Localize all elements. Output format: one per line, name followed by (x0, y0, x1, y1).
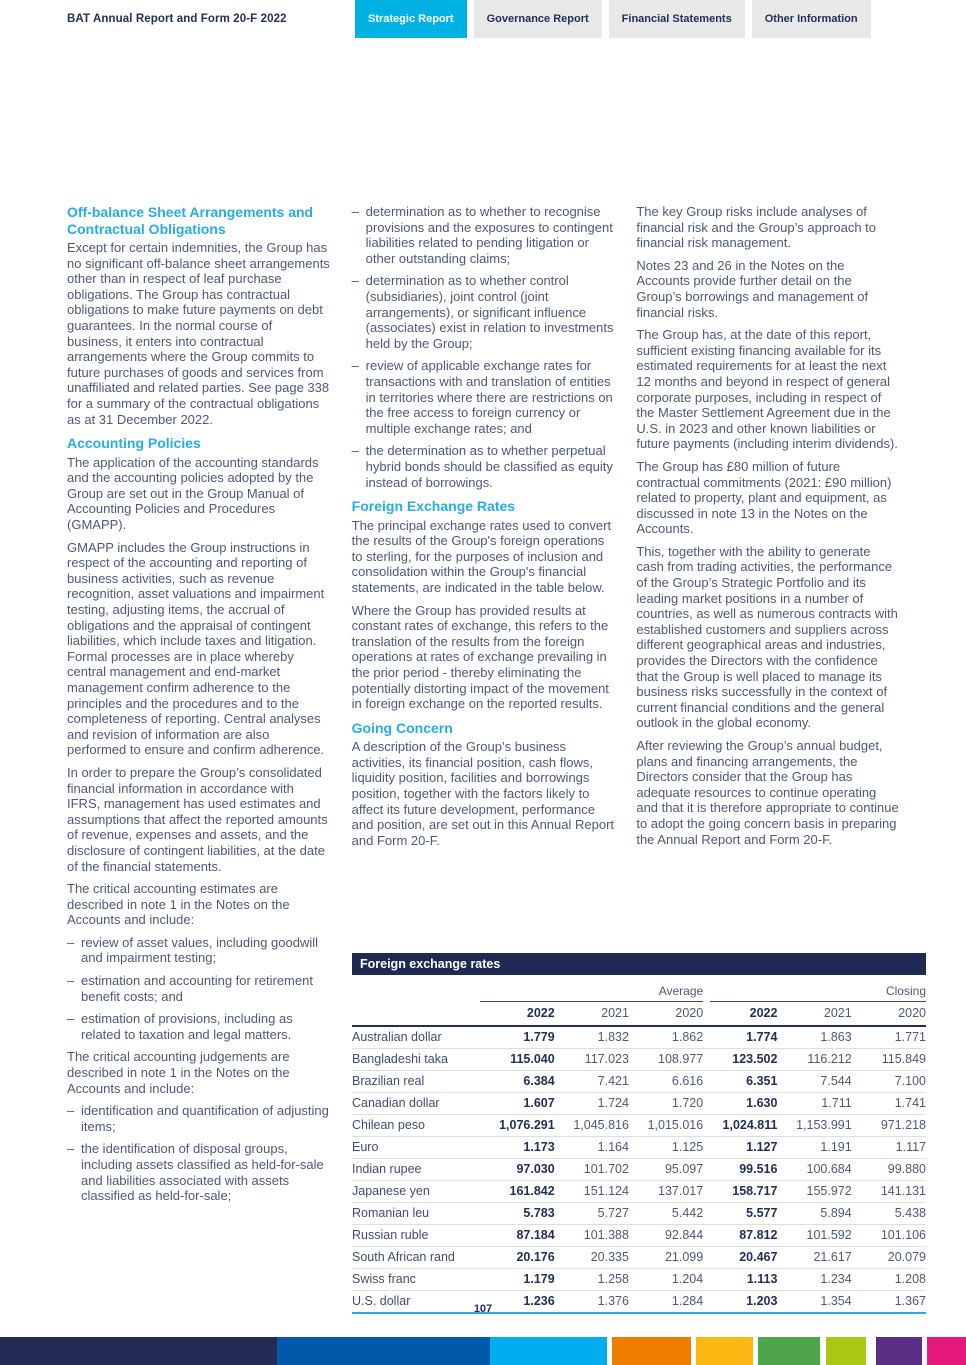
tab-other-information[interactable]: Other Information (752, 0, 871, 38)
rate-value: 1.208 (852, 1269, 926, 1291)
rate-value: 971.218 (852, 1115, 926, 1137)
rate-value: 5.577 (703, 1203, 777, 1225)
rate-value: 1.354 (777, 1291, 851, 1314)
bullet-text: estimation of provisions, including as related to taxation and legal matters. (81, 1011, 293, 1042)
year-header: 2021 (555, 1002, 629, 1026)
fx-empty-header (352, 1002, 480, 1026)
rate-value: 5.727 (555, 1203, 629, 1225)
bullet-item (67, 1011, 331, 1042)
rate-value: 100.684 (777, 1159, 851, 1181)
rate-value: 7.544 (777, 1071, 851, 1093)
rate-value: 1.774 (746, 1030, 778, 1044)
rate-value: 20.079 (852, 1247, 926, 1269)
paragraph: GMAPP includes the Group instructions in respect of the accounting and reporting of business activities, such as revenue recognition, asset valuations and impairment testing, adjusting items, the accrual of obligations and the appraisal of contingent liabilities, which include taxes and litigation. Formal processes are in place whereby central management and end-market management confirm adherence to the principles and the procedures and to the completeness of reporting. Central analyses and revision of information are also performed to ensure and confirm adherence. (67, 539, 325, 758)
fx-row (352, 1026, 926, 1049)
color-bar-segment (927, 1337, 966, 1365)
rate-value: 20.176 (480, 1247, 554, 1269)
rate-value: 1.771 (894, 1030, 926, 1044)
rate-value: 6.384 (480, 1071, 554, 1093)
tab-governance-report[interactable]: Governance Report (474, 0, 602, 38)
rate-value: 1.779 (523, 1030, 555, 1044)
bullet-item (67, 973, 331, 1004)
rate-value: 99.880 (852, 1159, 926, 1181)
currency-name: Romanian leu (352, 1203, 480, 1225)
bullet-dash: – (351, 204, 359, 219)
currency-name: Bangladeshi taka (352, 1049, 480, 1071)
rate-value: 1.376 (555, 1291, 629, 1314)
rate-value: 1.284 (629, 1291, 703, 1314)
paragraph: The key Group risks include analyses of financial risk and the Group’s approach to financial risk management. (636, 204, 877, 251)
paragraph: The Group has, at the date of this report, sufficient existing financing available for its estimated requirements for at least the next 12 months and beyond in respect of general corporate purposes, including in respect of the Master Settlement Agreement due in the U.S. in 2023 and other known liabilities or future payments (including interim dividends). (636, 327, 898, 452)
paragraph: Except for certain indemnities, the Group has no significant off-balance sheet arrangements other than in respect of leaf purchase obligations. The Group has contractual obligations to make future payments on debt guarantees. In the normal course of business, it enters into contractual arrangements where the Group commits to future purchases of goods and services from unaffiliated and related parties. See page 338 for a summary of the contractual obligations as at 31 December 2022. (67, 240, 330, 427)
paragraph: This, together with the ability to generate cash from trading activities, the performance of the Group’s Strategic Portfolio and its leading market positions in a number of countries, as well as numerous contracts with established customers and suppliers across different geographical areas and industries, provides the Directors with the confidence that the Group is well placed to manage its business risks successfully in the context of current financial conditions and the general outlook in the global economy. (636, 543, 898, 731)
rate-value: 1.125 (629, 1137, 703, 1159)
currency-name: Canadian dollar (352, 1093, 480, 1115)
group-header-closing: Closing (710, 984, 926, 1002)
fx-rates-table (352, 984, 926, 1314)
rate-value: 1.191 (777, 1137, 851, 1159)
rate-value: 95.097 (629, 1159, 703, 1181)
year-header: 2022 (703, 1002, 777, 1026)
section-heading: Accounting Policies (67, 435, 201, 452)
rate-value: 158.717 (703, 1181, 777, 1203)
currency-name: Brazilian real (352, 1071, 480, 1093)
rate-value: 101.592 (777, 1225, 851, 1247)
group-header-average: Average (480, 984, 703, 1002)
bullet-dash: – (351, 273, 359, 289)
rate-value: 20.335 (555, 1247, 629, 1269)
fx-row (352, 1159, 926, 1181)
paragraph: A description of the Group’s business activities, its financial position, cash flows, liquidity position, facilities and borrowings position, together with the factors likely to affect its future development, performance and position, are set out in this Annual Report and Form 20-F. (351, 739, 615, 848)
fx-rates-section (352, 953, 926, 1314)
bullet-text: the determination as to whether perpetual hybrid bonds should be classified as equity instead of borrowings. (365, 443, 613, 490)
fx-row (352, 1225, 926, 1247)
bullet-dash: – (67, 934, 75, 950)
tab-strategic-report[interactable]: Strategic Report (355, 0, 467, 38)
currency-name: South African rand (352, 1247, 480, 1269)
bullet-item (352, 204, 616, 266)
color-bar-segment (696, 1337, 753, 1365)
paragraph: The principal exchange rates used to convert the results of the Group's foreign operations to sterling, for the purposes of inclusion and consolidation within the Group's financial statements, are indicated in the table below. (351, 517, 612, 595)
color-bar-segment (826, 1337, 866, 1365)
fx-row (352, 1137, 926, 1159)
rate-value: 161.842 (480, 1181, 554, 1203)
year-header: 2020 (629, 1002, 703, 1026)
rate-value: 6.616 (629, 1071, 703, 1093)
fx-row (352, 1247, 926, 1269)
rate-value: 5.783 (480, 1203, 554, 1225)
rate-value: 1.164 (555, 1137, 629, 1159)
fx-table-title: Foreign exchange rates (352, 953, 926, 975)
paragraph: The critical accounting judgements are described in note 1 in the Notes on the Accounts and include: (67, 1049, 290, 1096)
fx-group-header-row (352, 984, 926, 1002)
rate-value: 92.844 (629, 1225, 703, 1247)
rate-value: 5.438 (852, 1203, 926, 1225)
page-number: 107 (473, 1303, 493, 1315)
color-bar-segment (876, 1337, 922, 1365)
bullet-dash: – (351, 443, 359, 459)
rate-value: 1.117 (852, 1137, 926, 1159)
rate-value: 1.607 (480, 1093, 554, 1115)
rate-value: 21.617 (777, 1247, 851, 1269)
rate-value: 1.173 (480, 1137, 554, 1159)
rate-value: 101.388 (555, 1225, 629, 1247)
paragraph: The Group has £80 million of future contractual commitments (2021: £90 million) related to property, plant and equipment, as discussed in note 13 in the Notes on the Accounts. (636, 458, 892, 537)
bullet-text: determination as to whether control (subsidiaries), joint control (joint arrangements), or significant influence (associates) exist in relation to investments held by the Group; (365, 273, 614, 351)
currency-name: Chilean peso (352, 1115, 480, 1137)
rate-value: 5.894 (777, 1203, 851, 1225)
rate-value: 99.516 (703, 1159, 777, 1181)
rate-value: 1.741 (852, 1093, 926, 1115)
rate-value: 115.040 (480, 1049, 554, 1071)
fx-row (352, 1093, 926, 1115)
rate-value: 115.849 (852, 1049, 926, 1071)
rate-value: 1.258 (555, 1269, 629, 1291)
section-heading: Going Concern (351, 719, 453, 736)
color-bar-segment (0, 1337, 277, 1365)
rate-value: 1.204 (629, 1269, 703, 1291)
fx-row (352, 1203, 926, 1225)
bullet-item (67, 935, 331, 966)
rate-value: 101.106 (852, 1225, 926, 1247)
rate-value: 116.212 (777, 1049, 851, 1071)
currency-name: Russian ruble (352, 1225, 480, 1247)
paragraph: After reviewing the Group’s annual budget, plans and financing arrangements, the Directors consider that the Group has adequate resources to continue operating and that it is therefore appropriate to continue to adopt the going concern basis in preparing the Annual Report and Form 20-F. (636, 738, 899, 847)
report-title: BAT Annual Report and Form 20-F 2022 (67, 13, 287, 25)
rate-value: 7.100 (852, 1071, 926, 1093)
rate-value: 151.124 (555, 1181, 629, 1203)
currency-name: U.S. dollar (352, 1291, 480, 1314)
bullet-text: estimation and accounting for retirement benefit costs; and (81, 973, 313, 1004)
rate-value: 155.972 (777, 1181, 851, 1203)
rate-value: 1.720 (629, 1093, 703, 1115)
rate-value: 7.421 (555, 1071, 629, 1093)
rate-value: 117.023 (555, 1049, 629, 1071)
paragraph: Where the Group has provided results at constant rates of exchange, this refers to the translation of the results from the foreign operations at rates of exchange prevailing in the prior period - thereby eliminating the potentially distorting impact of the movement in foreign exchange on the reported results. (351, 602, 609, 712)
paragraph: The critical accounting estimates are described in note 1 in the Notes on the Accounts and include: (67, 881, 290, 928)
year-header: 2021 (777, 1002, 851, 1026)
bullet-text: review of asset values, including goodwill and impairment testing; (81, 934, 319, 966)
bullet-text: the identification of disposal groups, including assets classified as held-for-sale and liabilities associated with assets classified as held-for-sale; (81, 1141, 324, 1204)
rate-value: 123.502 (703, 1049, 777, 1071)
rate-value: 6.351 (703, 1071, 777, 1093)
rate-value: 1,076.291 (480, 1115, 554, 1137)
rate-value: 20.467 (703, 1247, 777, 1269)
rate-value: 1.236 (480, 1291, 554, 1314)
fx-row (352, 1269, 926, 1291)
bullet-dash: – (67, 1011, 75, 1027)
rate-value: 1.711 (777, 1093, 851, 1115)
rate-value: 101.702 (555, 1159, 629, 1181)
rate-value: 1.127 (703, 1137, 777, 1159)
currency-name: Swiss franc (352, 1269, 480, 1291)
fx-row (352, 1181, 926, 1203)
rate-value: 137.017 (629, 1181, 703, 1203)
bullet-item (352, 273, 616, 351)
bullet-text: review of applicable exchange rates for transactions with and translation of entities in territories where there are restrictions on the free access to foreign currency or multiple exchange rates; and (365, 358, 613, 436)
fx-years-row (352, 1002, 926, 1026)
color-bar-segment (758, 1337, 820, 1365)
bullet-item (352, 358, 616, 436)
year-header: 2020 (852, 1002, 926, 1026)
rate-value: 108.977 (629, 1049, 703, 1071)
rate-value: 1.630 (703, 1093, 777, 1115)
bullet-item (67, 1103, 331, 1134)
bullet-text: identification and quantification of adjusting items; (81, 1103, 329, 1134)
currency-name: Euro (352, 1137, 480, 1159)
rate-value: 97.030 (480, 1159, 554, 1181)
rate-value: 1,045.816 (555, 1115, 629, 1137)
currency-name: Australian dollar (352, 1030, 442, 1044)
rate-value: 1.862 (671, 1030, 704, 1044)
color-bar-segment (490, 1337, 607, 1365)
bullet-dash: – (351, 358, 359, 374)
rate-value: 87.812 (703, 1225, 777, 1247)
bullet-item (67, 1141, 331, 1203)
color-bar-segment (612, 1337, 691, 1365)
tab-financial-statements[interactable]: Financial Statements (609, 0, 745, 38)
report-tabs (355, 0, 871, 38)
rate-value: 1.367 (852, 1291, 926, 1314)
paragraph: Notes 23 and 26 in the Notes on the Accounts provide further detail on the Group’s borrowings and management of financial risks. (636, 257, 869, 320)
rate-value: 1.113 (703, 1269, 777, 1291)
section-heading: Foreign Exchange Rates (351, 498, 516, 515)
rate-value: 1,015.016 (629, 1115, 703, 1137)
footer-color-bar (0, 1337, 966, 1365)
fx-empty-header (352, 984, 480, 1002)
section-heading: Off-balance Sheet Arrangements and Contractual Obligations (67, 204, 314, 237)
fx-row (352, 1071, 926, 1093)
currency-name: Indian rupee (352, 1159, 480, 1181)
bullet-dash: – (67, 973, 75, 989)
paragraph: In order to prepare the Group’s consolidated financial information in accordance with IFRS, management has used estimates and assumptions that affect the reported amounts of revenue, expenses and assets, and the disclosure of contingent liabilities, at the date of the financial statements. (67, 764, 328, 874)
rate-value: 1.832 (597, 1030, 629, 1044)
rate-value: 5.442 (629, 1203, 703, 1225)
currency-name: Japanese yen (352, 1181, 480, 1203)
bullet-dash: – (67, 1141, 75, 1157)
rate-value: 87.184 (480, 1225, 554, 1247)
color-bar-segment (277, 1337, 490, 1365)
fx-row (352, 1049, 926, 1071)
rate-value: 1,024.811 (703, 1115, 777, 1137)
rate-value: 21.099 (629, 1247, 703, 1269)
bullet-dash: – (67, 1103, 75, 1119)
rate-value: 1.234 (777, 1269, 851, 1291)
rate-value: 1.863 (820, 1030, 852, 1044)
paragraph: The application of the accounting standards and the accounting policies adopted by the Group are set out in the Group Manual of Accounting Policies and Procedures (GMAPP). (67, 454, 319, 533)
bullet-text: determination as to whether to recognise provisions and the exposures to contingent liabilities related to pending litigation or other outstanding claims; (365, 204, 613, 266)
fx-row (352, 1115, 926, 1137)
rate-value: 1,153.991 (777, 1115, 851, 1137)
rate-value: 1.179 (480, 1269, 554, 1291)
rate-value: 1.203 (703, 1291, 777, 1314)
rate-value: 141.131 (852, 1181, 926, 1203)
bullet-item (352, 443, 616, 490)
column-1 (67, 204, 331, 1211)
year-header: 2022 (480, 1002, 554, 1026)
rate-value: 1.724 (555, 1093, 629, 1115)
